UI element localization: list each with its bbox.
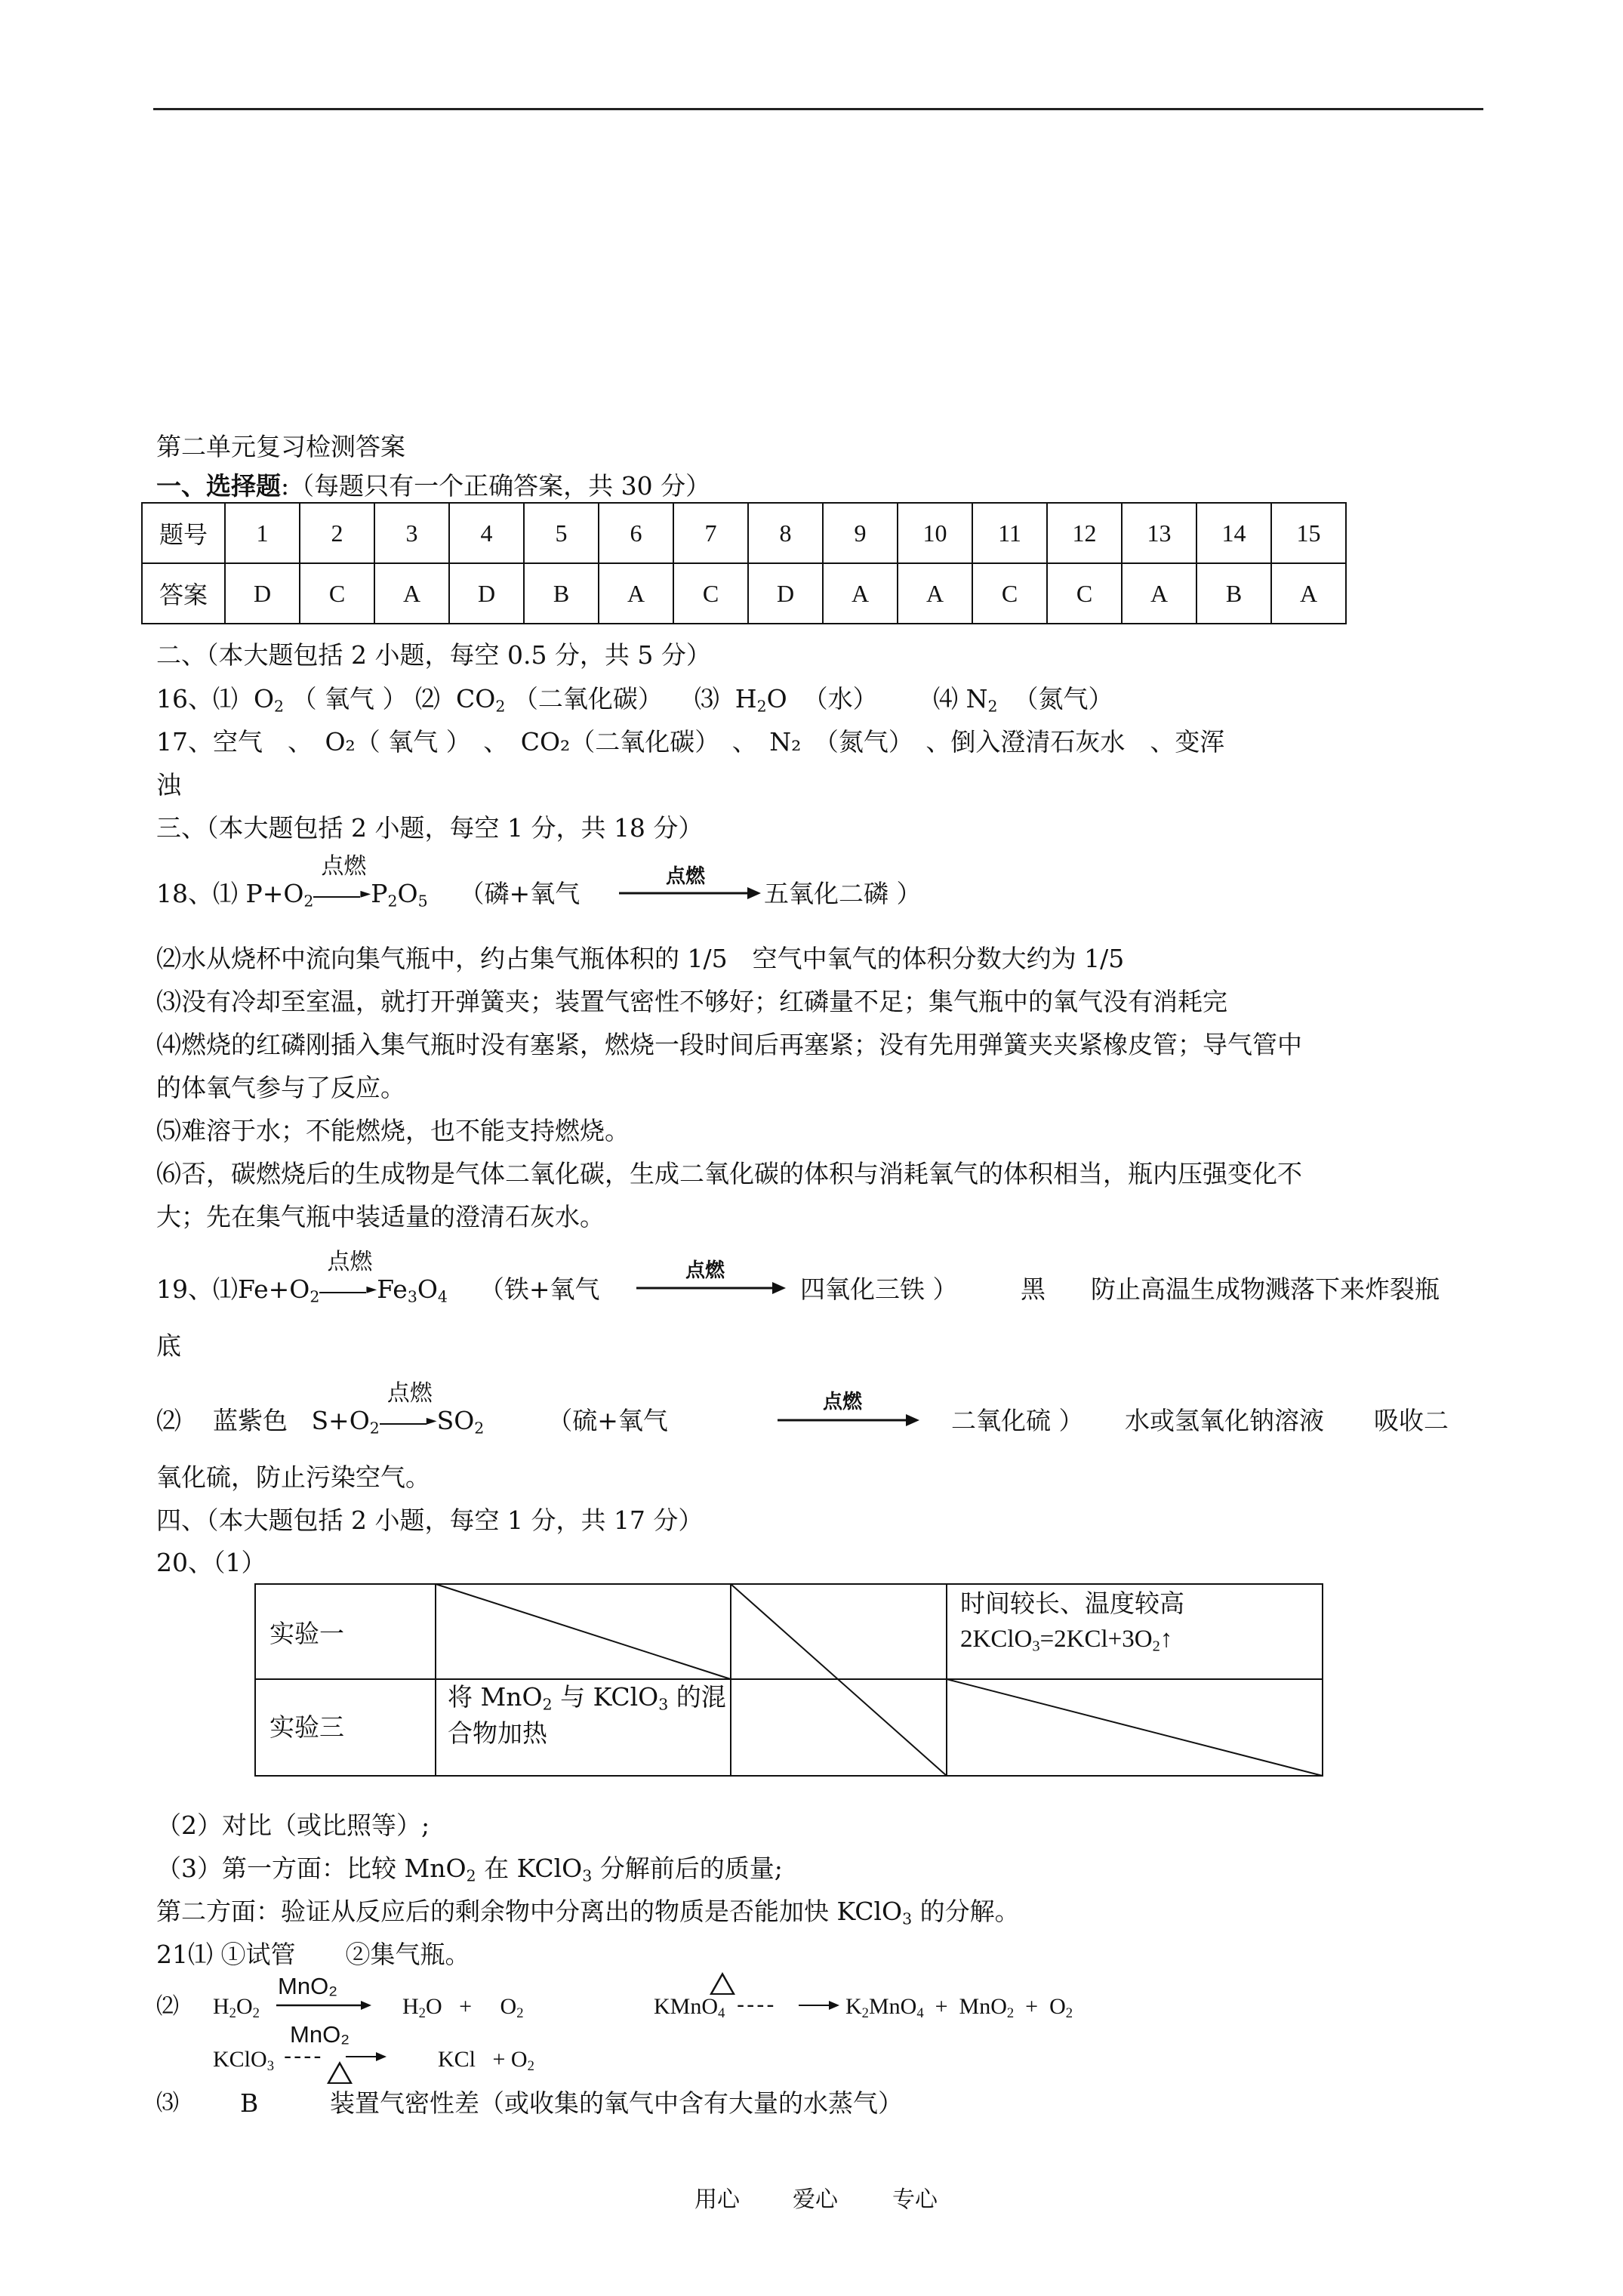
answer-cell: A bbox=[599, 563, 673, 624]
footer-text: 用心 bbox=[694, 2187, 740, 2213]
number-header: 题号 bbox=[142, 503, 225, 563]
q18-word-product: 五氧化二磷 ） bbox=[764, 879, 922, 908]
q21-part2-label: ⑵ bbox=[156, 1993, 179, 2020]
q19-s-word-arrow bbox=[778, 1412, 921, 1428]
heat-triangle-icon bbox=[327, 2061, 353, 2084]
q21-part3-label: ⑶ bbox=[156, 2090, 179, 2116]
answer-cell: A bbox=[374, 563, 449, 624]
q21-h2o2-catalyst: MnO₂ bbox=[278, 1973, 338, 1999]
answer-cell: D bbox=[449, 563, 524, 624]
answer-cell: D bbox=[225, 563, 300, 624]
question-number: 2 bbox=[300, 503, 374, 563]
q21-kmno4-reactant: KMnO$_4$ bbox=[654, 1994, 725, 2022]
section3-heading: 三、（本大题包括 2 小题，每空 1 分，共 18 分） bbox=[156, 813, 704, 843]
q18-answer-6-line2: 大；先在集气瓶中装适量的澄清石灰水。 bbox=[156, 1202, 605, 1231]
question-number: 7 bbox=[673, 503, 748, 563]
table-row1-label: 实验一 bbox=[269, 1619, 344, 1648]
q18-word-arrow bbox=[619, 885, 762, 901]
answer-cell: A bbox=[1122, 563, 1196, 624]
footer-text: 专心 bbox=[892, 2187, 938, 2213]
q19-equation: 19、$⑴Fe+O_2$ 点燃 $►Fe_3O_4$ （铁+氧气 bbox=[156, 1249, 600, 1306]
q19-part2: ⑵ 蓝紫色 $S+O_2$ 点燃 $►SO_2$ （硫+氧气 bbox=[156, 1380, 668, 1438]
q18-equation: 18、⑴ $P+O_2$ 点燃 $►P_2O_5$ （磷+氧气 bbox=[156, 853, 581, 911]
section2-heading: 二、（本大题包括 2 小题，每空 0.5 分，共 5 分） bbox=[156, 640, 711, 670]
question-number: 4 bbox=[449, 503, 524, 563]
answer-header: 答案 bbox=[142, 563, 225, 624]
answer-cell: C bbox=[1047, 563, 1122, 624]
q18-arrow-label: 点燃 bbox=[666, 864, 706, 887]
q21-kclo3-dashes: ---- bbox=[284, 2043, 324, 2069]
top-rule bbox=[153, 108, 1483, 110]
table-row2-label: 实验三 bbox=[269, 1712, 344, 1742]
q19-color: 黑 bbox=[1021, 1274, 1046, 1304]
q16-answer: 16、⑴ $O_2$ （ 氧气 ） ⑵ $CO_2$ （二氧化碳） ⑶ $H_2O$ （水） ⑷ $N_2$ （氮气） bbox=[156, 684, 1113, 716]
answer-cell: D bbox=[748, 563, 823, 624]
q18-answer-4-line1: ⑷燃烧的红磷刚插入集气瓶时没有塞紧，燃烧一段时间后再塞紧；没有先用弹簧夹夹紧橡皮管；导气管中 bbox=[156, 1030, 1302, 1059]
q21-kmno4-arrow bbox=[799, 1998, 844, 2013]
q21-kclo3-reactant: KClO$_3$ bbox=[213, 2047, 274, 2075]
document-title: 第二单元复习检测答案 bbox=[156, 432, 405, 461]
section4-heading: 四、（本大题包括 2 小题，每空 1 分，共 17 分） bbox=[156, 1505, 704, 1535]
q19-s-arrow-label: 点燃 bbox=[823, 1390, 863, 1413]
q20-prefix: 20、（1） bbox=[156, 1548, 266, 1577]
answer-cell: A bbox=[1271, 563, 1346, 624]
q21-kclo3-catalyst: MnO₂ bbox=[290, 2021, 350, 2048]
q19-absorb-line1: 水或氢氧化钠溶液 吸收二 bbox=[1125, 1406, 1449, 1435]
table-row1-equation: $2KClO_3=2KCl+3O_2↑$ bbox=[960, 1626, 1173, 1655]
q17-line2: 浊 bbox=[156, 770, 181, 800]
question-number: 12 bbox=[1047, 503, 1122, 563]
q19-arrow-label: 点燃 bbox=[685, 1259, 725, 1281]
q18-answer-4-line2: 的体氧气参与了反应。 bbox=[156, 1073, 405, 1102]
answer-cell: C bbox=[673, 563, 748, 624]
q21-h2o2-arrow bbox=[276, 1998, 374, 2013]
q18-answer-6-line1: ⑹否，碳燃烧后的生成物是气体二氧化碳，生成二氧化碳的体积与消耗氧气的体积相当，瓶内压强变化不 bbox=[156, 1159, 1302, 1188]
q21-part3-answer: B bbox=[240, 2088, 259, 2118]
question-number: 5 bbox=[524, 503, 599, 563]
q21-kclo3-products: KCl + $O_2$ bbox=[438, 2047, 534, 2075]
q21-part3-reason: 装置气密性差（或收集的氧气中含有大量的水蒸气） bbox=[330, 2088, 903, 2118]
answer-cell: A bbox=[898, 563, 972, 624]
q18-answer-5: ⑸难溶于水；不能燃烧，也不能支持燃烧。 bbox=[156, 1116, 630, 1145]
question-number: 10 bbox=[898, 503, 972, 563]
q20-answer-3: （3）第一方面：比较 MnO$_2$ 在 KClO$_3$ 分解前后的质量; bbox=[156, 1854, 783, 1885]
q19-purpose-line1: 防止高温生成物溅落下来炸裂瓶 bbox=[1091, 1274, 1440, 1304]
q19-s-word-product: 二氧化硫 ） bbox=[951, 1406, 1084, 1435]
table-row2-method-line1: 将 MnO$_2$ 与 KClO$_3$ 的混 bbox=[448, 1682, 726, 1714]
q19-purpose-line2: 底 bbox=[156, 1331, 181, 1361]
table-row1-condition: 时间较长、温度较高 bbox=[960, 1589, 1184, 1618]
answer-table-number-row bbox=[142, 503, 1346, 563]
answer-cell: C bbox=[972, 563, 1047, 624]
question-number: 14 bbox=[1196, 503, 1271, 563]
q21-kclo3-arrow bbox=[346, 2049, 391, 2064]
q19-word-arrow bbox=[636, 1280, 787, 1296]
answer-cell: C bbox=[300, 563, 374, 624]
answer-table-answer-row bbox=[142, 563, 1346, 624]
q17-line1: 17、空气 、 O₂（ 氧气 ） 、 CO₂（二氧化碳） 、 N₂ （氮气） 、倒入澄清石灰水 、变浑 bbox=[156, 727, 1225, 757]
q20-answer-2: （2）对比（或比照等）; bbox=[156, 1811, 430, 1840]
heat-triangle-icon bbox=[710, 1972, 735, 1995]
question-number: 8 bbox=[748, 503, 823, 563]
q20-answer-4: 第二方面：验证从反应后的剩余物中分离出的物质是否能加快 KClO$_3$ 的分解。 bbox=[156, 1897, 1020, 1928]
question-number: 3 bbox=[374, 503, 449, 563]
answer-cell: B bbox=[1196, 563, 1271, 624]
answer-table bbox=[141, 502, 1347, 624]
q18-answer-2: ⑵水从烧杯中流向集气瓶中，约占集气瓶体积的 1/5 空气中氧气的体积分数大约为 1/5 bbox=[156, 944, 1125, 973]
question-number: 9 bbox=[823, 503, 898, 563]
answer-cell: A bbox=[823, 563, 898, 624]
q21-kmno4-products: $K_2MnO_4 + MnO_2 + O_2$ bbox=[845, 1994, 1073, 2022]
q19-absorb-line2: 氧化硫，防止污染空气。 bbox=[156, 1462, 430, 1492]
footer-text: 爱心 bbox=[793, 2187, 838, 2213]
table-row2-method-line2: 合物加热 bbox=[448, 1718, 547, 1748]
section1-heading: 一、选择题:（每题只有一个正确答案，共 30 分） bbox=[156, 471, 711, 501]
q19-word-product: 四氧化三铁 ） bbox=[800, 1274, 958, 1304]
q21-kmno4-dashes: ---- bbox=[737, 1992, 777, 2018]
question-number: 1 bbox=[225, 503, 300, 563]
question-number: 13 bbox=[1122, 503, 1196, 563]
q18-answer-3: ⑶没有冷却至室温，就打开弹簧夹；装置气密性不够好；红磷量不足；集气瓶中的氧气没有消耗完 bbox=[156, 987, 1227, 1016]
question-number: 15 bbox=[1271, 503, 1346, 563]
question-number: 6 bbox=[599, 503, 673, 563]
answer-cell: B bbox=[524, 563, 599, 624]
question-number: 11 bbox=[972, 503, 1047, 563]
q21-answer-1: 21⑴ ①试管 ②集气瓶。 bbox=[156, 1940, 470, 1969]
q21-h2o2-products: $H_2O$ + $O_2$ bbox=[402, 1994, 524, 2022]
q21-h2o2-reactant: $H_2O_2$ bbox=[213, 1994, 260, 2022]
